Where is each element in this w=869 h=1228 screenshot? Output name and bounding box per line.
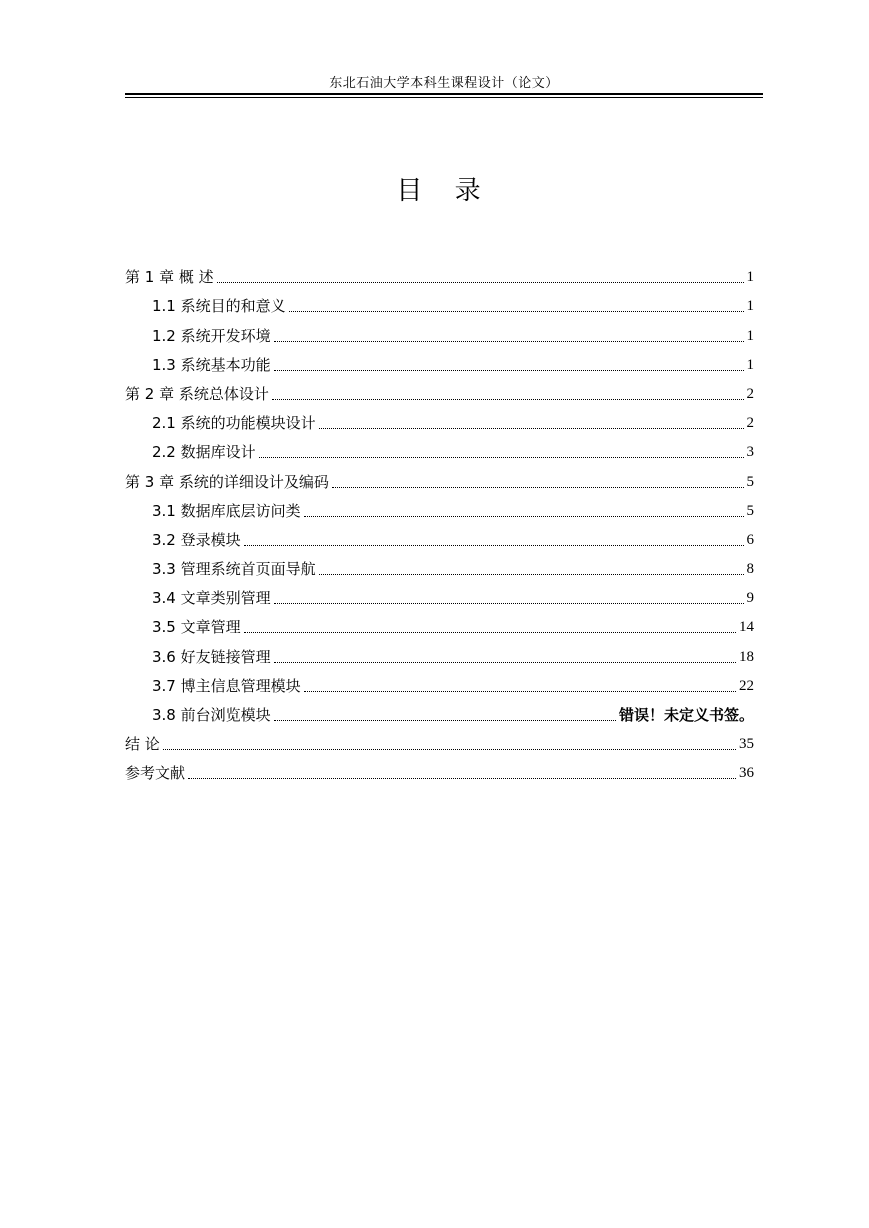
dot-leader [304,690,736,692]
toc-entry-page: 18 [739,648,754,665]
toc-entry[interactable] [125,492,754,521]
header-rule-thick [125,93,763,95]
toc-entry[interactable] [125,550,754,579]
toc-entry-label: 2.1 系统的功能模块设计 [152,414,316,433]
running-header: 东北石油大学本科生课程设计（论文） [329,76,559,91]
toc-entry-label: 参考文献 [125,764,186,783]
toc-entry-page: 5 [746,502,754,519]
toc-entry-page: 36 [739,765,754,782]
dot-leader [304,515,744,517]
toc-entry-label: 3.3 管理系统首页面导航 [152,560,316,579]
dot-leader [274,661,736,663]
toc-entry-page: 1 [746,327,754,344]
toc-entry-label: 1.2 系统开发环境 [152,326,271,345]
toc-entry[interactable] [125,462,754,491]
toc-entry-page: 1 [746,356,754,373]
toc-entry[interactable] [125,579,754,608]
dot-leader [244,544,744,546]
toc-entry[interactable] [125,287,754,316]
toc-entry-label: 结 论 [125,735,160,754]
dot-leader [259,456,744,458]
toc-entry-label: 3.5 文章管理 [152,618,241,637]
toc-entry[interactable] [125,346,754,375]
toc-title: 目 录 [396,176,493,206]
toc-entry[interactable] [125,637,754,666]
dot-leader [274,602,744,604]
dot-leader [289,310,744,312]
toc-entry-page: 1 [746,298,754,315]
dot-leader [274,340,744,342]
toc-entry-label: 1.3 系统基本功能 [152,355,271,374]
dot-leader [244,631,736,633]
toc-entry-page: 9 [746,590,754,607]
toc-entry-label: 3.2 登录模块 [152,530,241,549]
toc-entry[interactable] [125,754,754,783]
dot-leader [272,398,744,400]
toc-entry-page: 6 [746,531,754,548]
dot-leader [319,573,744,575]
toc-entry-label: 2.2 数据库设计 [152,443,256,462]
toc-entry-label: 3.4 文章类别管理 [152,589,271,608]
toc-entry-label: 3.6 好友链接管理 [152,647,271,666]
toc-entry[interactable] [125,433,754,462]
toc-entry-label: 3.7 博主信息管理模块 [152,676,301,695]
toc-entry-label: 第 3 章 系统的详细设计及编码 [125,472,329,491]
toc-entry-page: 2 [746,415,754,432]
dot-leader [274,369,744,371]
toc-entry[interactable] [125,404,754,433]
toc-entry[interactable] [125,316,754,345]
dot-leader [319,427,744,429]
toc-entry-page: 8 [746,561,754,578]
dot-leader [163,748,736,750]
toc-entry[interactable] [125,667,754,696]
dot-leader [188,777,736,779]
toc-entry-label: 3.1 数据库底层访问类 [152,501,301,520]
toc-entry-label: 第 2 章 系统总体设计 [125,384,269,403]
toc-entry[interactable] [125,608,754,637]
toc-entry-label: 1.1 系统目的和意义 [152,297,286,316]
toc-entry[interactable] [125,521,754,550]
toc-entry-page-error: 错误！未定义书签。 [618,706,754,724]
header-rule-thin [125,97,763,98]
dot-leader [217,281,744,283]
toc-entry-page: 35 [739,736,754,753]
toc-entry[interactable] [125,258,754,287]
table-of-contents [125,258,754,783]
toc-entry-page: 1 [746,269,754,286]
toc-entry-label: 第 1 章 概 述 [125,268,214,287]
toc-entry[interactable] [125,725,754,754]
toc-entry-label: 3.8 前台浏览模块 [152,706,271,724]
toc-entry-page: 2 [746,385,754,402]
toc-entry[interactable] [125,375,754,404]
toc-entry[interactable] [125,696,754,725]
dot-leader [332,486,744,488]
dot-leader [274,719,616,721]
toc-entry-page: 14 [739,619,754,636]
toc-entry-page: 3 [746,444,754,461]
toc-entry-page: 5 [746,473,754,490]
toc-entry-page: 22 [739,677,754,694]
